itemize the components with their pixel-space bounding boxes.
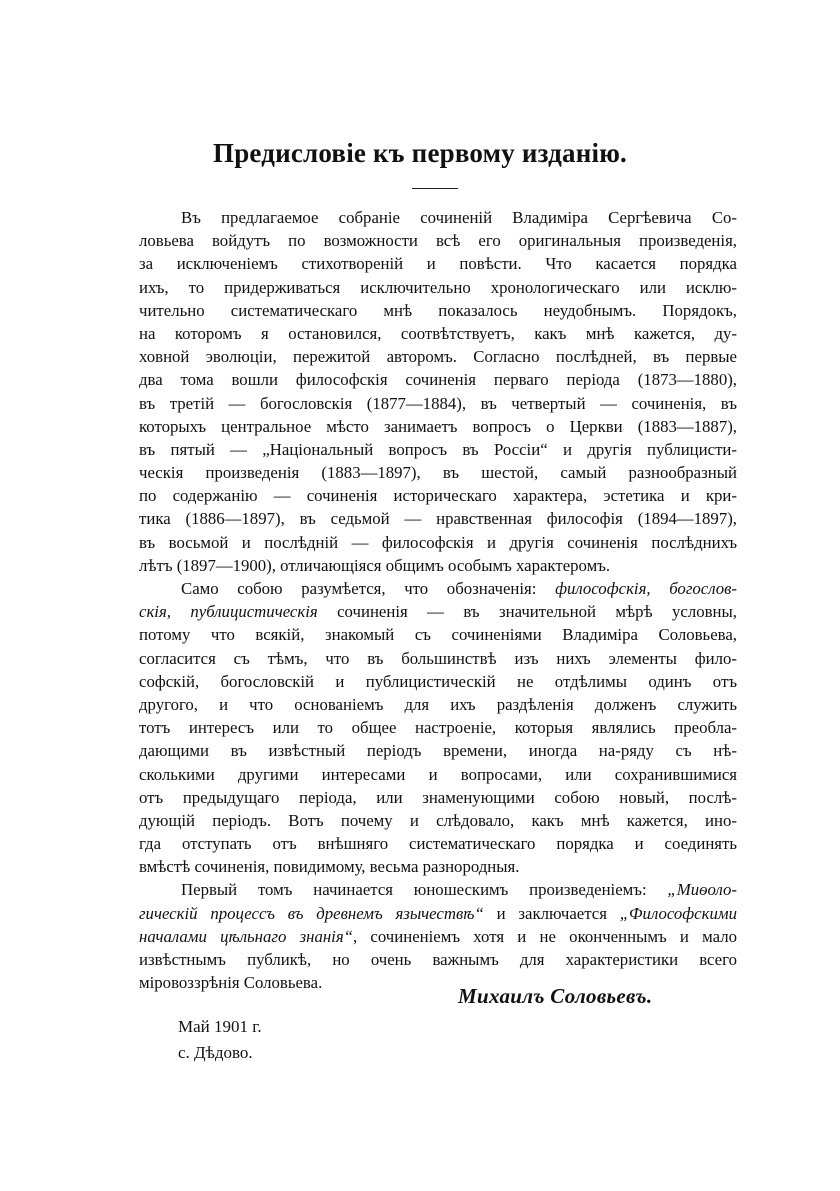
paragraph-3 — [139, 878, 737, 994]
italic-term: философскія, богослов- — [555, 579, 737, 598]
text-line: въ восьмой и послѣдній — философскія и другія сочиненія послѣднихъ — [139, 532, 737, 552]
text-line: потому что всякій, знакомый съ сочиненіями Владиміра Соловьева, — [139, 625, 737, 645]
italic-title: „Философскими — [619, 903, 737, 923]
text-run: и заключается — [483, 903, 620, 923]
text-run: сочиненія — въ значительной мѣрѣ условны, — [317, 602, 737, 622]
text-line: два тома вошли философскія сочиненія перваго періода (1873—1880), — [139, 370, 737, 390]
text-line: на которомъ я остановился, соотвѣтствуетъ, какъ мнѣ кажется, ду- — [139, 323, 737, 343]
date-place-block — [178, 1014, 262, 1066]
text-line: которыхъ центральное мѣсто занимаетъ вопросъ о Церкви (1883—1887), — [139, 416, 737, 436]
text-line: отъ предыдущаго періода, или знаменующими собою новый, послѣ- — [139, 787, 737, 807]
text-line: въ третій — богословскія (1877—1884), въ четвертый — сочиненія, въ — [139, 393, 737, 413]
text-line: по содержанію — сочиненія историческаго характера, эстетика и кри- — [139, 486, 737, 506]
paragraph-2 — [139, 577, 737, 878]
italic-title: „Миѳоло- — [667, 880, 737, 900]
text-line: софскій, богословскій и публицистическій не отдѣлимы одинъ отъ — [139, 671, 737, 691]
text-line: извѣстнымъ публикѣ, но очень важнымъ для характеристики всего — [139, 950, 737, 969]
text-line: чительно систематическаго мнѣ показалось неудобнымъ. Порядокъ, — [139, 300, 737, 320]
text-line: ческія произведенія (1883—1897), въ шестой, самый разнообразный — [139, 463, 737, 483]
paragraph-1 — [139, 206, 737, 577]
text-line — [139, 878, 737, 901]
text-run: Первый томъ начинается юношескимъ произведеніемъ: — [181, 880, 668, 900]
text-line: тотъ интересъ или то общее настроеніе, которыя являлись преобла- — [139, 718, 737, 738]
text-line: дающими въ извѣстный періодъ времени, иногда на-ряду съ нѣ- — [139, 741, 737, 761]
page-title: Предисловіе къ первому изданію. — [213, 138, 627, 168]
text-line: ховной эволюціи, пережитой авторомъ. Согласно послѣдней, въ первые — [139, 347, 737, 367]
author-signature: Михаилъ Соловьевъ. — [458, 984, 653, 1008]
italic-term: скія, публицистическія — [139, 602, 318, 622]
text-line: въ пятый — „Національный вопросъ въ Россіи“ и другія публицисти- — [139, 439, 737, 459]
text-line — [139, 925, 737, 948]
title-divider — [412, 188, 458, 189]
preface-body — [139, 206, 737, 994]
text-line: сколькими другими интересами и вопросами, или сохранившимися — [139, 764, 737, 784]
text-run: , сочиненіемъ хотя и не оконченнымъ и мало — [352, 926, 737, 946]
text-line — [139, 577, 737, 600]
text-line: ихъ, то придерживаться исключительно хронологическаго или исклю- — [139, 277, 737, 297]
text-line: согласится съ тѣмъ, что въ большинствѣ изъ нихъ элементы фило- — [139, 648, 737, 668]
italic-title: началами цѣльнаго знанія“ — [139, 926, 353, 946]
text-line: гда отступать отъ внѣшняго систематическаго порядка и соединять — [139, 834, 737, 854]
text-line: Въ предлагаемое собраніе сочиненій Владиміра Сергѣевича Со- — [181, 208, 737, 227]
text-line: дующій періодъ. Вотъ почему и слѣдовало, какъ мнѣ кажется, ино- — [139, 810, 737, 830]
place-line: с. Дѣдово. — [178, 1043, 253, 1062]
text-line: другого, и что основаніемъ для ихъ раздѣленія долженъ служить — [139, 694, 737, 714]
text-line: тика (1886—1897), въ седьмой — нравственная философія (1894—1897), — [139, 509, 737, 529]
text-line: міровоззрѣнія Соловьева. — [139, 973, 323, 993]
text-line — [139, 600, 737, 623]
text-run: Само собою разумѣется, что обозначенія: — [181, 579, 556, 598]
date-line: Май 1901 г. — [178, 1017, 262, 1036]
italic-title: гическій процессъ въ древнемъ язычествѣ“ — [139, 903, 484, 923]
text-line: за исключеніемъ стихотвореній и повѣсти. Что касается порядка — [139, 254, 737, 274]
text-line — [139, 902, 737, 925]
text-line: ловьева войдутъ по возможности всѣ его оригинальныя произведенія, — [139, 231, 737, 251]
text-line: вмѣстѣ сочиненія, повидимому, весьма разнородныя. — [139, 857, 520, 877]
text-line: лѣтъ (1897—1900), отличающіяся общимъ особымъ характеромъ. — [139, 555, 611, 575]
